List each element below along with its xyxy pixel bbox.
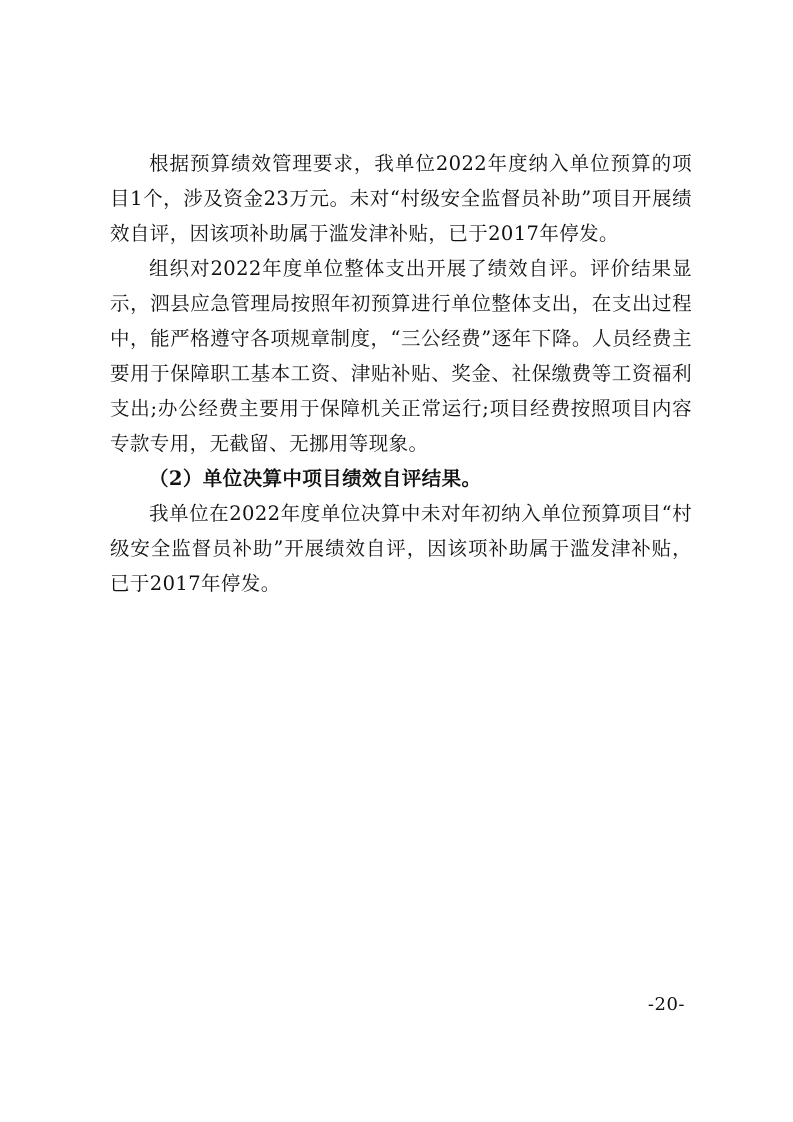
paragraph-final-accounts-evaluation: 我单位在2022年度单位决算中未对年初纳入单位预算项目“村级安全监督员补助”开展绩效自评，因该项补助属于滥发津补贴，已于2017年停发。 [110, 502, 692, 595]
paragraph-project-evaluation: 根据预算绩效管理要求，我单位2022年度纳入单位预算的项目1个，涉及资金23万元。未对“村级安全监督员补助”项目开展绩效自评，因该项补助属于滥发津补贴，已于2017年停发。 [110, 152, 692, 245]
section-heading: （2）单位决算中项目绩效自评结果。 [149, 467, 482, 490]
document-body [110, 146, 692, 601]
page-number: -20- [647, 994, 685, 1015]
paragraph-overall-expenditure-evaluation: 组织对2022年度单位整体支出开展了绩效自评。评价结果显示，泗县应急管理局按照年初预算进行单位整体支出，在支出过程中，能严格遵守各项规章制度，“三公经费”逐年下降。人员经费主要用于保障职工基本工资、津贴补贴、奖金、社保缴费等工资福利支出;办公经费主要用于保障机关正常运行;项目经费按照项目内容专款专用，无截留、无挪用等现象。 [110, 257, 692, 455]
